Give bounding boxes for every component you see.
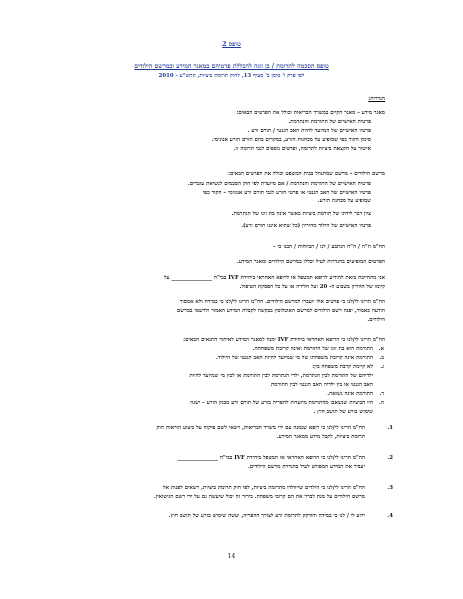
form-label: טופס 2 (222, 41, 241, 48)
numbered-line: יעביר את המידע המפורט לעיל בהגדרת מרשם הילודים. (247, 464, 365, 470)
page-number: 14 (227, 553, 236, 560)
condition-letter: ב. (379, 355, 384, 361)
registry-item: ● ציון דבר לידתו של תורמת ביציות כאשר אינה בת זוגו של הנתרמת. (66, 211, 371, 218)
registry-item: ● פרטיה האישיים של התורמת והנתרמת / אם מיועדת לפי חוק הסכמים לנשיאת עוברים. (66, 181, 371, 188)
condition-item: לא קיימת קרבת משפחה בין: (312, 364, 373, 370)
document-subtitle: לפי פרק ו' סימן ב' סעיף 13, לחוק תרומת ביציות, התש"ע - 2010 (158, 73, 305, 79)
paragraph-line: קיומו של ההריון בשבוע ה- 20 ועל הלידה או על כל הפסקת הטיפול. (239, 284, 385, 290)
condition-letter: ה. (379, 400, 384, 406)
database-item: ● סימון הקוד כפי שמופיע על מבחנות הזרע, במקרים בהם תורם הזרע אנונימי. (66, 137, 371, 144)
numbered-line: תרומת ביציות, לקבל מידע ממאגר המידע. (276, 434, 365, 440)
database-item: ● פרטיו האישיים של המיועד להיות האב הגנטי / תורם זרע . (66, 128, 371, 135)
numbered-line: הח"מ הרינו לי/לנו כי רופא שנמנה עם ידי משרד הבריאות, רשאי לשם פיקוח על ביצוע הוראות חוק (156, 425, 365, 431)
condition-letter: ג. (380, 364, 384, 370)
condition-item: ילדיהם של התורמת לבין הנתרמת, ילדי הנתרמת לבין התורמת או לבין מי שמיועד להיות (189, 373, 373, 379)
condition-letter: ד. (379, 391, 384, 397)
registry-definition: מרשם הילודים – מרשם שמתנהל בבית המשפט וכולל את הפרטים הבאים: (228, 171, 385, 177)
numbered-line: הח"מ הרינו לי/לנו כי הרופא האחראי או המטפל ביחידת IVF בבי"ח _______________ (177, 455, 365, 461)
database-definition: מאגר מידע – מאגר הקיים במשרד הבריאות וכולל את הפרטים הבאים: (236, 110, 385, 116)
condition-item: שימוש בזרע של תושב חוץ . (313, 409, 373, 415)
condition-item: התורמת אינה נשואה. (327, 391, 373, 397)
document-title: טופס הסכמה לתרומת / בן זוגה להכללת פרטיהם במאגר המידע ובמרשם הילודים (134, 63, 329, 70)
numbered-line: ידוע לי / לנו כי במידה והודקק לתרומת זרע לצורך ההפריה, יעשה שימוש בזרע של תושב חוץ. (168, 513, 365, 519)
purpose-line: הפרטים המופיעים בהגדרות לעיל יכללו במרשם הילודים ומאגר המידע. (236, 259, 385, 265)
condition-item: האב הגנטי או בין ילדיה האב הגנטי לבין התורמת (270, 382, 373, 388)
paragraph-line: הודעה כאמור, יפנה רשם הילודים למרשם האוכלוסין בבקשה לקבלת המידע האמור ולרשמו במרשם (176, 308, 385, 314)
item-number: 4. (387, 513, 393, 519)
item-number: 1. (387, 425, 393, 431)
condition-item: התורמת היא בת זוגו של התורמת ואינה קרובת משפחתה. (252, 346, 373, 352)
condition-item: היו הביציות שנשאבו מהתורמת מיועדות להפריה בזרע של תורם זרע מבנק הזרע – ישנה (190, 400, 373, 406)
paragraph-line: אני מתחייבת בזאת להודיע לרופא המטפל או לרופא האחראי ביחידת IVF בבי"ח _______________ על (164, 275, 385, 281)
item-number: 2. (387, 455, 393, 461)
registry-item-continuation: שמופיע על מבחנת הזרע. (317, 198, 371, 204)
condition-item: התורמת אינה קרובת משפחתו של מי שמיועד להיות האב הגנטי של היילוד. (215, 355, 373, 361)
numbered-line: הח"מ הרינו לי/לנו כי הילדים שייוולדו מתרומת ביציות, לפי חוק תרומת ביציות, רשאים לפנות אל (162, 485, 365, 491)
paragraph-line: הח"מ הרינו לי/לנו כי פרטים אלו יועברו למרשם הילודים. הח"מ הרינו לי/לנו כי במידה ולא אמסור (179, 299, 385, 305)
registry-item: ● פרטיו האישיים של הילוד מהיריון (כל שהוא איננו תורם זרע). (66, 223, 371, 230)
paragraph-line: הילודים. (367, 317, 385, 323)
paragraph-line: הח"מ הרינו לי/לנו כי הרופא האחראי ביחידת IVF ימנה למאגר המידע לאיתור התנאים הבאים: (183, 337, 385, 343)
definitions-heading: הגדרות: (368, 96, 385, 102)
numbered-line: מרשם הילודים על מנת לברר את הם קרובי משפחה. בירור זה יכול שיעשה גם על ידי רשם הנישואין. (153, 494, 365, 500)
database-item: ● פרטיה האישיים של התורמת והנתרמת. (66, 119, 371, 126)
item-number: 3. (387, 485, 393, 491)
registry-item: ● פרטיו האישיים של האב הגנטי או פרטי הזרע לגבי תורם זרע אנונימי – הקוד כפי (66, 190, 371, 197)
condition-letter: א. (378, 346, 384, 352)
signer-line: הח"מ ה"ה / ה"ח הנתבע / לנו / הביוחות / הבנו כי - (273, 244, 385, 250)
database-item: ● אישור על הקצאת ביציות לתרומה, ופרטים נוספים לגבי תרומה זו. (66, 146, 371, 153)
